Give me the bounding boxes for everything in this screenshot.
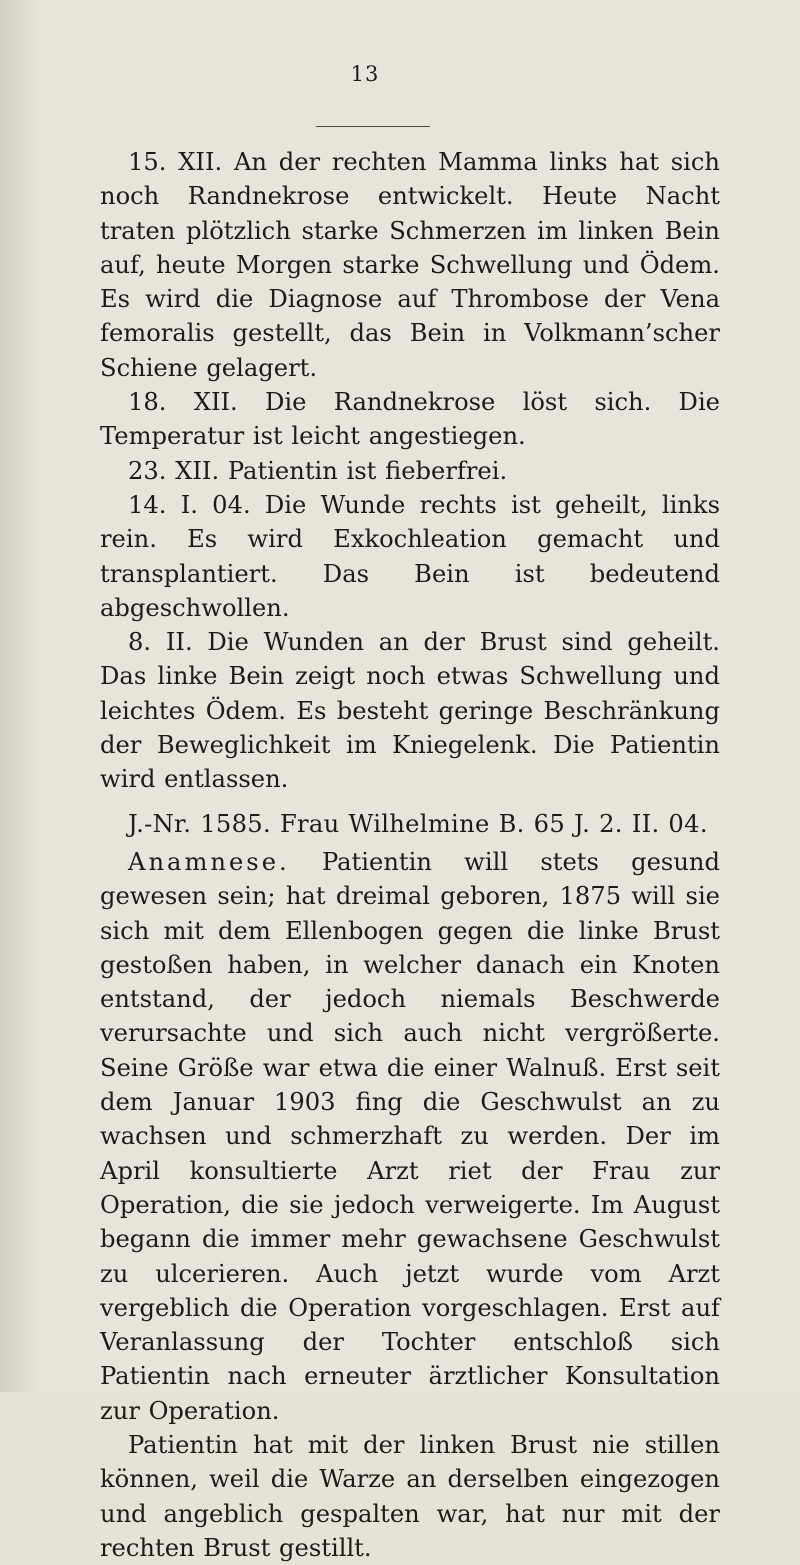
anamnese-text: Patientin will stets gesund gewesen sein; hat dreimal geboren, 1875 will sie sich mit dem Ellenbogen gegen die linke Brust gestoßen haben, in welcher danach ein Knoten entstand, der jedoch niemals Beschwerde verursachte und sich auch nicht vergrößerte. Seine Größe war etwa die einer Walnuß. Erst seit dem Januar 1903 fing die Geschwulst an zu wachsen und schmerzhaft zu werden. Der im April konsultierte Arzt riet der Frau zur Operation, die sie jedoch verweigerte. Im August begann die immer mehr gewachsene Geschwulst zu ulcerieren. Auch jetzt wurde vom Arzt vergeblich die Operation vorgeschlagen. Erst auf Veranlassung der Tochter entschloß sich Patientin nach erneuter ärztlicher Konsultation zur Operation. xyxy=(100,847,720,1425)
entry-paragraph-14-i-04: 14. I. 04. Die Wunde rechts ist geheilt, links rein. Es wird Exkochleation gemacht und transplantiert. Das Bein ist bedeutend abgeschwollen. xyxy=(100,490,720,622)
case-heading: J.-Nr. 1585. Frau Wilhelmine B. 65 J. 2. II. 04. xyxy=(128,809,708,838)
anamnese-paragraph xyxy=(100,845,720,1428)
anamnese-label: Anamnese. xyxy=(128,847,290,876)
closing-paragraph: Patientin hat mit der linken Brust nie stillen können, weil die Warze an derselben eingezogen und angeblich gespalten war, hat nur mit der rechten Brust gestillt. xyxy=(100,1430,720,1562)
body-text xyxy=(100,145,720,1565)
entry-paragraph-8-ii: 8. II. Die Wunden an der Brust sind geheilt. Das linke Bein zeigt noch etwas Schwellung und leichtes Ödem. Es besteht geringe Beschränkung der Beweglichkeit im Kniegelenk. Die Patientin wird entlassen. xyxy=(100,628,720,794)
entry-paragraph-15-xii: 15. XII. An der rechten Mamma links hat sich noch Randnekrose entwickelt. Heute Nacht traten plötzlich starke Schmerzen im linken Bein auf, heute Morgen starke Schwellung und Ödem. Es wird die Diagnose auf Thrombose der Vena femoralis gestellt, das Bein in Volkmann’scher Schiene gelagert. xyxy=(100,148,720,382)
header-rule xyxy=(316,126,430,127)
entry-paragraph-18-xii: 18. XII. Die Randnekrose löst sich. Die Temperatur ist leicht angestiegen. xyxy=(100,388,720,451)
page-number: 13 xyxy=(350,62,380,86)
entry-paragraph-23-xii: 23. XII. Patientin ist fieberfrei. xyxy=(128,456,508,485)
